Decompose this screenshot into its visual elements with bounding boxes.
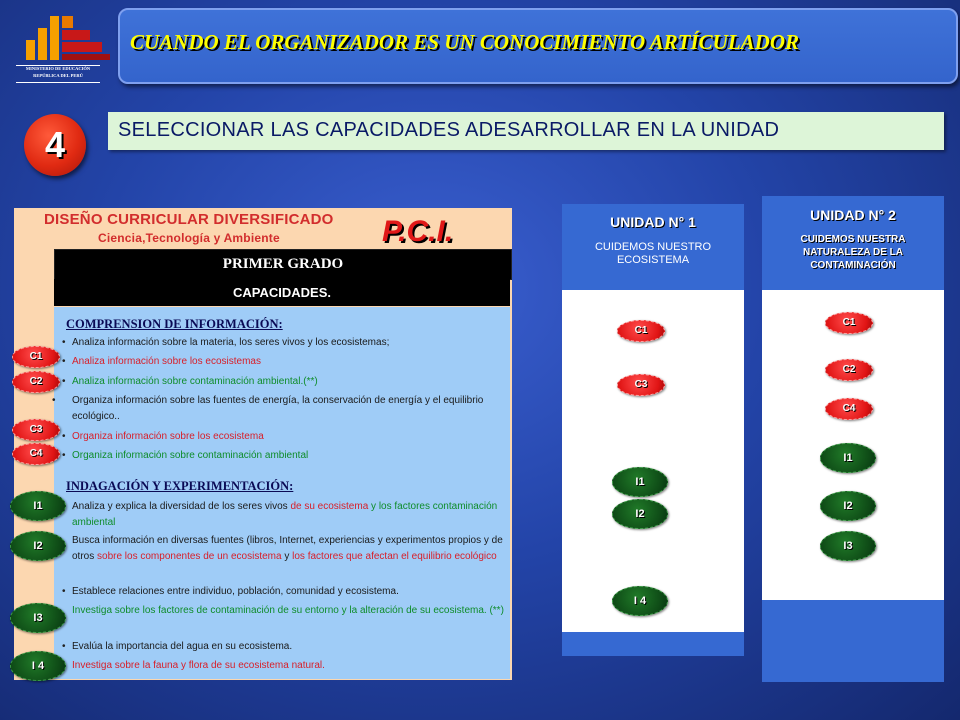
list-item-text: Organiza información sobre las fuentes de energía, la conservación de energía y el equilibrio ecológico.. xyxy=(72,395,484,422)
page-title: CUANDO EL ORGANIZADOR ES UN CONOCIMIENTO ARTÍCULADOR xyxy=(130,30,799,54)
unit1-badge-c3: C3 xyxy=(617,374,665,396)
unit1-footer xyxy=(562,632,744,656)
unit2-badge-i1: I1 xyxy=(820,443,876,473)
unit2-badge-i3: I3 xyxy=(820,531,876,561)
list-item-text: Investiga sobre los factores de contaminación de su entorno y la alteración de su ecosistema. (**) xyxy=(72,605,504,616)
capability-badge-i1: I1 xyxy=(10,491,66,521)
list-item: • Evalúa la importancia del agua en su ecosistema. xyxy=(62,641,293,652)
document-title: DISEÑO CURRICULAR DIVERSIFICADO xyxy=(44,211,334,228)
step-number-badge: 4 xyxy=(24,114,86,176)
list-item-text: y los factores contaminación ambiental xyxy=(72,501,498,528)
step-instruction-text: SELECCIONAR LAS CAPACIDADES ADESARROLLAR EN LA UNIDAD xyxy=(118,119,780,141)
list-item-text: Busca información en diversas fuentes (libros, Internet, experiencias y experimentos propios y de otros xyxy=(72,535,503,562)
list-item-text: Analiza información sobre los ecosistemas xyxy=(72,356,261,367)
list-item-text: Analiza información sobre la materia, los seres vivos y los ecosistemas; xyxy=(72,337,390,348)
unit2-badge-i2: I2 xyxy=(820,491,876,521)
list-item: • Analiza información sobre contaminación ambiental.(**) xyxy=(62,376,318,387)
unit2-footer xyxy=(762,600,944,682)
list-item: • Organiza información sobre las fuentes de energía, la conservación de energía y el equilibrio ecológico.. xyxy=(52,395,484,422)
capability-badge-i4: I 4 xyxy=(10,651,66,681)
capability-badge-c1: C1 xyxy=(12,346,60,368)
list-item-text: Establece relaciones entre individuo, población, comunidad y ecosistema. xyxy=(72,586,399,597)
list-item-text: Organiza información sobre contaminación ambiental xyxy=(72,450,309,461)
logo-text-line1: MINISTERIO DE EDUCACIÓN xyxy=(25,66,91,71)
ministry-logo xyxy=(12,12,104,88)
list-item: • Organiza información sobre contaminación ambiental xyxy=(62,450,309,461)
capability-badge-c3: C3 xyxy=(12,419,60,441)
list-item-text: Analiza y explica la diversidad de los seres vivos xyxy=(72,501,291,512)
unit1-badge-i1: I1 xyxy=(612,467,668,497)
list-item-text: Organiza información sobre los ecosistema xyxy=(72,431,264,442)
list-item-text: Investiga sobre la fauna y flora de su ecosistema natural. xyxy=(72,660,325,671)
unit2-title: UNIDAD N° 2 xyxy=(810,207,896,223)
section-title-inquiry: INDAGACIÓN Y EXPERIMENTACIÓN: xyxy=(66,479,294,493)
unit2-badge-c4: C4 xyxy=(825,398,873,420)
unit2-badge-c1: C1 xyxy=(825,312,873,334)
list-item-text: Analiza información sobre contaminación ambiental.(**) xyxy=(72,376,318,387)
logo-text-line2: REPÚBLICA DEL PERÚ xyxy=(33,73,83,78)
unit1-badge-c1: C1 xyxy=(617,320,665,342)
capabilities-header: CAPACIDADES. xyxy=(54,279,510,306)
unit1-subtitle: CUIDEMOS NUESTRO ECOSISTEMA xyxy=(594,241,712,266)
capability-badge-c2: C2 xyxy=(12,371,60,393)
list-item: • Analiza información sobre la materia, los seres vivos y los ecosistemas; xyxy=(62,337,390,348)
capabilities-list xyxy=(54,307,510,679)
list-item-text: de su ecosistema xyxy=(290,501,369,512)
list-item xyxy=(62,603,504,619)
unit2-badge-c2: C2 xyxy=(825,359,873,381)
list-item: • Organiza información sobre los ecosistema xyxy=(62,431,264,442)
unit1-badge-i2: I2 xyxy=(612,499,668,529)
list-item-text: los factores que afectan el equilibrio ecológico xyxy=(292,550,497,562)
unit2-subtitle: CUIDEMOS NUESTRA NATURALEZA DE LA CONTAMINACIÓN xyxy=(800,234,906,271)
capability-badge-i3: I3 xyxy=(10,603,66,633)
list-item-text: y xyxy=(281,550,293,562)
list-item xyxy=(62,499,504,530)
list-item-text: sobre los componentes de un ecosistema xyxy=(97,550,282,562)
unit1-body xyxy=(562,290,744,632)
grade-header: PRIMER GRADO xyxy=(54,249,512,280)
logo-divider xyxy=(16,82,100,83)
list-item xyxy=(62,658,504,674)
list-item: • Establece relaciones entre individuo, población, comunidad y ecosistema. xyxy=(62,586,399,597)
section-title-comprehension: COMPRENSION DE INFORMACIÓN: xyxy=(66,317,283,331)
capability-badge-i2: I2 xyxy=(10,531,66,561)
unit1-badge-i4: I 4 xyxy=(612,586,668,616)
list-item xyxy=(62,533,504,564)
list-item-text: Evalúa la importancia del agua en su ecosistema. xyxy=(72,641,293,652)
pci-label: P.C.I. xyxy=(382,215,454,248)
capability-badge-c4: C4 xyxy=(12,443,60,465)
unit1-title: UNIDAD N° 1 xyxy=(610,214,696,230)
document-subtitle: Ciencia,Tecnología y Ambiente xyxy=(98,231,280,245)
list-item: • Analiza información sobre los ecosistemas xyxy=(62,356,261,367)
bar-chart-logo-icon xyxy=(26,16,116,64)
